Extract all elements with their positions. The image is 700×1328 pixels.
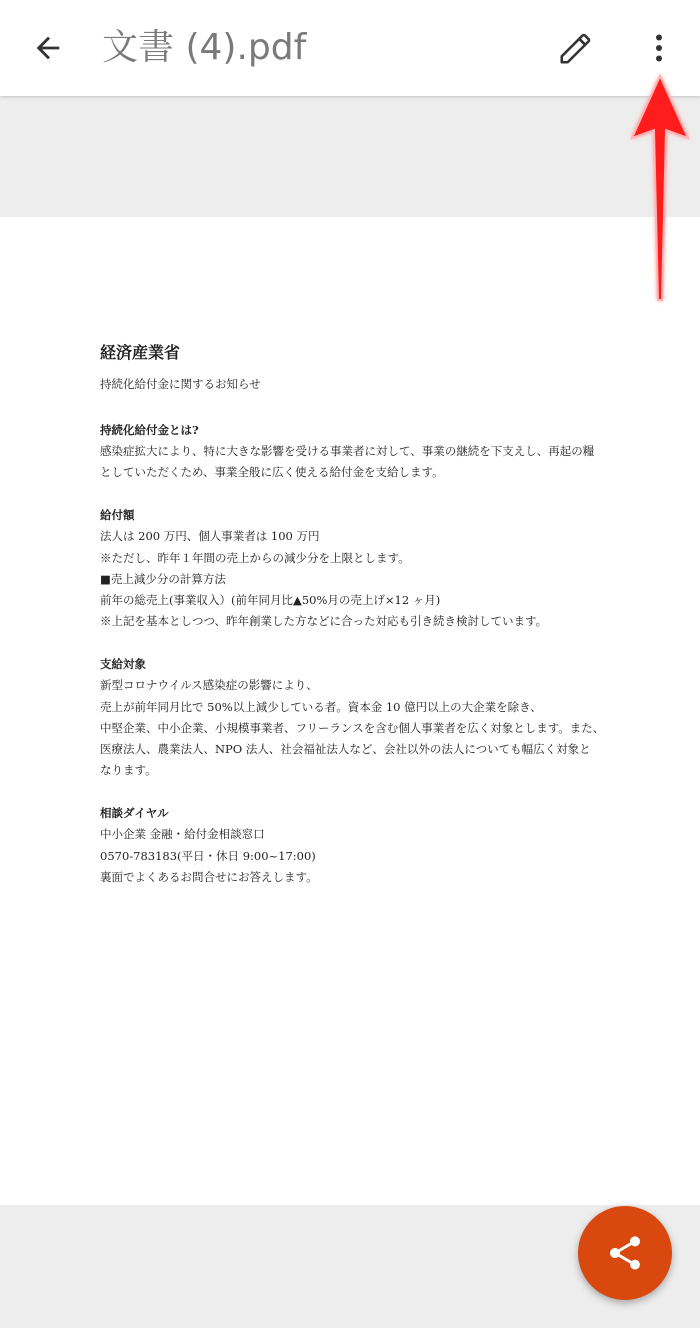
document-title: 文書 (4).pdf bbox=[102, 27, 307, 68]
arrow-back-icon bbox=[31, 31, 65, 65]
text-line: 新型コロナウイルス感染症の影響により、 bbox=[100, 678, 318, 693]
edit-button[interactable] bbox=[548, 20, 604, 76]
section-contact bbox=[100, 803, 620, 888]
section-title: 給付額 bbox=[100, 508, 135, 523]
text-line: 前年の総売上(事業収入）(前年同月比▲50%月の売上げ×12 ヶ月) bbox=[100, 593, 441, 608]
document-heading: 経済産業省 bbox=[100, 343, 181, 362]
section-title: 支給対象 bbox=[100, 657, 146, 672]
section-about bbox=[100, 420, 620, 483]
pdf-viewer[interactable] bbox=[0, 96, 700, 1328]
text-line: ■売上減少分の計算方法 bbox=[100, 571, 226, 586]
share-button[interactable] bbox=[578, 1206, 672, 1300]
red-arrow-annotation-icon bbox=[628, 72, 692, 306]
share-icon bbox=[605, 1233, 645, 1273]
more-options-button[interactable] bbox=[631, 20, 687, 76]
pencil-icon bbox=[557, 29, 595, 67]
text-line: 医療法人、農業法人、NPO 法人、社会福祉法人など、会社以外の法人についても幅広く対象と bbox=[100, 742, 591, 757]
text-line: ※ただし、昨年１年間の売上からの減少分を上限とします。 bbox=[100, 550, 410, 565]
text-line: 売上が前年同月比で 50%以上減少している者。資本金 10 億円以上の大企業を除き、 bbox=[100, 699, 542, 714]
document-subtitle: 持続化給付金に関するお知らせ bbox=[100, 377, 261, 391]
text-line: ※上記を基本としつつ、昨年創業した方などに合った対応も引き続き検討しています。 bbox=[100, 614, 548, 629]
text-line: 法人は 200 万円、個人事業者は 100 万円 bbox=[100, 529, 320, 544]
back-button[interactable] bbox=[20, 20, 76, 76]
app-toolbar bbox=[0, 0, 700, 96]
text-line: 感染症拡大により、特に大きな影響を受ける事業者に対して、事業の継続を下支えし、再起の糧 bbox=[100, 444, 595, 458]
pdf-page bbox=[0, 217, 700, 1205]
text-line: 中堅企業、中小企業、小規模事業者、フリーランスを含む個人事業者を広く対象とします。また、 bbox=[100, 720, 605, 735]
text-line: 裏面でよくあるお問合せにお答えします。 bbox=[100, 869, 318, 884]
text-line: なります。 bbox=[100, 763, 157, 778]
section-title: 相談ダイヤル bbox=[100, 806, 169, 821]
more-vert-icon bbox=[641, 30, 677, 66]
section-amount bbox=[100, 505, 620, 632]
text-line: としていただくため、事業全般に広く使える給付金を支給します。 bbox=[100, 465, 444, 480]
text-line: 0570-783183(平日・休日 9:00~17:00) bbox=[100, 848, 316, 863]
section-title: 持続化給付金とは? bbox=[100, 423, 199, 437]
text-line: 中小企業 金融・給付金相談窓口 bbox=[100, 827, 265, 842]
document-content bbox=[100, 342, 620, 910]
section-eligibility bbox=[100, 654, 620, 781]
